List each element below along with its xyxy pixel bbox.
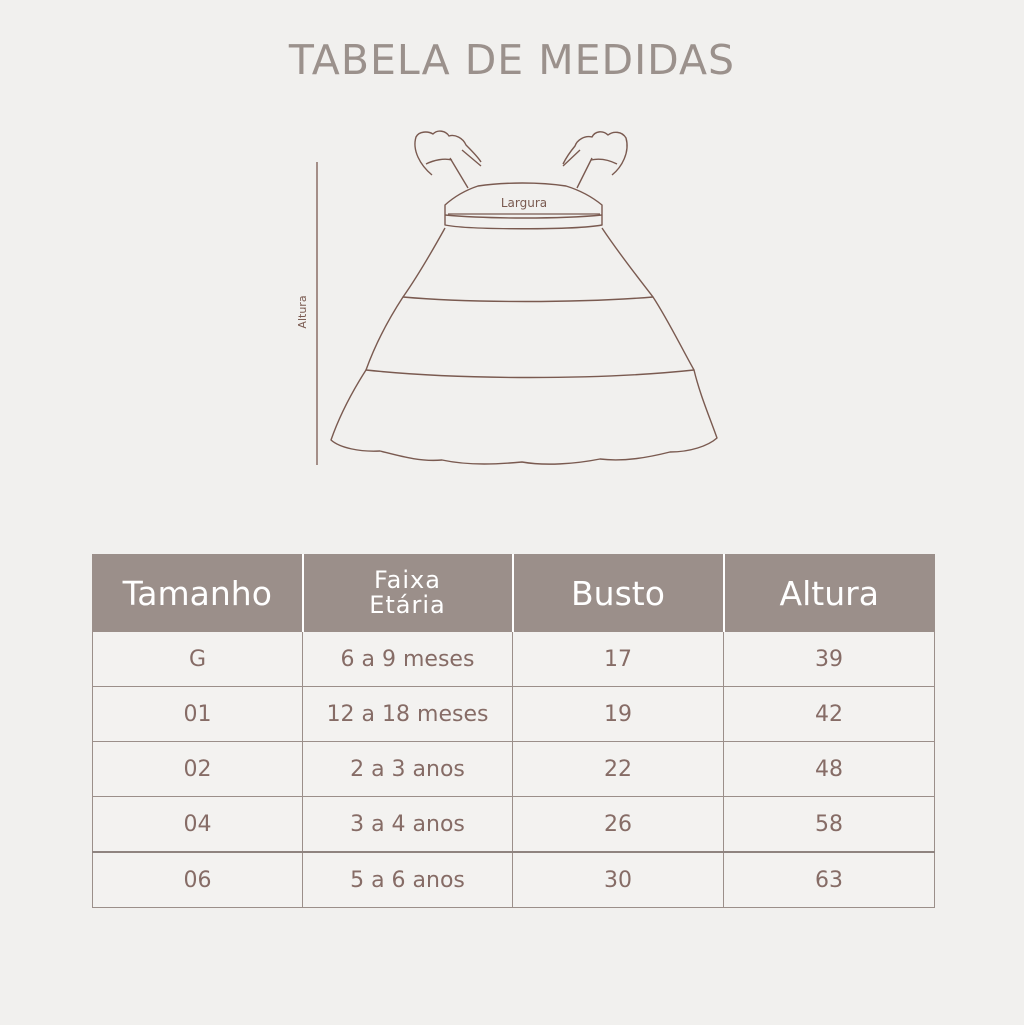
header-altura: Altura (724, 555, 935, 632)
cell-faixa-etaria: 6 a 9 meses (303, 632, 513, 687)
cell-tamanho: 02 (93, 742, 303, 797)
cell-busto: 26 (513, 797, 724, 853)
page-title: TABELA DE MEDIDAS (288, 36, 736, 84)
header-busto: Busto (513, 555, 724, 632)
header-faixa-etaria (303, 555, 513, 632)
cell-busto: 19 (513, 687, 724, 742)
cell-busto: 22 (513, 742, 724, 797)
cell-tamanho: 01 (93, 687, 303, 742)
height-label: Altura (296, 295, 309, 329)
cell-faixa-etaria: 3 a 4 anos (303, 797, 513, 853)
right-sleeve-ruffle (563, 132, 627, 175)
cell-faixa-etaria: 2 a 3 anos (303, 742, 513, 797)
dress-measurement-diagram (0, 0, 1024, 500)
header-tamanho: Tamanho (93, 555, 303, 632)
size-table (92, 554, 935, 908)
cell-busto: 17 (513, 632, 724, 687)
header-faixa-line2: Etária (369, 591, 446, 619)
table-row (93, 852, 935, 908)
left-sleeve-ruffle (415, 131, 481, 175)
cell-tamanho: 04 (93, 797, 303, 853)
table-row (93, 687, 935, 742)
tier-3-hem (331, 370, 717, 464)
cell-altura: 39 (724, 632, 935, 687)
dress-outline (331, 131, 717, 464)
cell-altura: 42 (724, 687, 935, 742)
table-row (93, 797, 935, 853)
cell-tamanho: 06 (93, 852, 303, 908)
cell-faixa-etaria: 5 a 6 anos (303, 852, 513, 908)
cell-busto: 30 (513, 852, 724, 908)
cell-altura: 58 (724, 797, 935, 853)
tier-1 (403, 228, 653, 302)
table-row (93, 742, 935, 797)
cell-altura: 63 (724, 852, 935, 908)
header-faixa-line1: Faixa (374, 565, 441, 594)
cell-altura: 48 (724, 742, 935, 797)
tier-2 (366, 297, 694, 378)
cell-tamanho: G (93, 632, 303, 687)
cell-faixa-etaria: 12 a 18 meses (303, 687, 513, 742)
table-row (93, 632, 935, 687)
table-header-row (93, 555, 935, 632)
width-label: Largura (500, 196, 548, 210)
